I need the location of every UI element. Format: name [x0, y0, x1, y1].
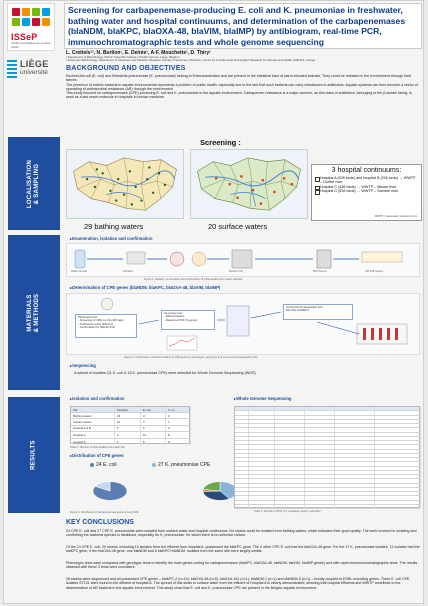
conclusion-p4: 26 strains were sequenced and all possessed CPE genes – blaKPC-2 (n=14), blaOXA-48 (n=9), blaOXA-181 (n=1), blaNDM-1 (n=1) and blaNDM-5 (n=1) – mostly coupled to ESBL-encoding genes. Three E. coli CPE isolates ST131 were found in the effluent of hospital A. The spread of this strain in surface water from the effluent of Hospital A is clearly demonstrated, showing that hospital effluents and WWTP contribute to the dissemination of AR bacteria in the aquatic environment. This study show that E. coli and K. pneumoniae CPE are present in the Belgian aquatic environment. [66, 577, 410, 590]
table-cell [249, 433, 275, 436]
title-box [64, 3, 422, 49]
table-cell [375, 424, 421, 427]
table-cell [275, 437, 305, 440]
hospital-item: Hospital D (539 beds) → WWTP – Sambre river [315, 189, 418, 193]
table-cell [335, 420, 375, 423]
table-header-cell: K. pn. [166, 407, 191, 412]
table-cell [249, 496, 275, 499]
table-cell [335, 424, 375, 427]
table-cell [275, 492, 305, 495]
table-cell [335, 501, 375, 504]
legend-kp [152, 462, 210, 468]
table-cell [375, 496, 421, 499]
surface-water-map [190, 149, 308, 219]
table-cell [305, 424, 335, 427]
table-cell [335, 411, 375, 414]
table-cell [249, 450, 275, 453]
table-cell [335, 437, 375, 440]
table-cell [275, 471, 305, 474]
table-cell [335, 454, 375, 457]
table-cell [235, 484, 249, 487]
table-cell [235, 458, 249, 461]
table-cell [275, 424, 305, 427]
table-cell [275, 488, 305, 491]
table-cell [375, 420, 421, 423]
table-cell [235, 445, 249, 448]
table-cell [305, 445, 335, 448]
enum-heading: ▸ Enumeration, isolation and confirmation [70, 236, 152, 241]
map-wallonia-surface-icon [191, 150, 307, 218]
table-cell [305, 492, 335, 495]
uliege-wordmark: LIÈGE [20, 59, 49, 69]
table-cell: 29 [115, 413, 141, 418]
cpe-heading: ▸ Determination of CPE genes (blaNDM, blaKPC, blaOXA-48, blaVIM, blaIMP) [70, 285, 220, 290]
table-cell: 6 [115, 432, 141, 437]
table-cell [375, 479, 421, 482]
table-row [235, 505, 419, 509]
table-cell [235, 501, 249, 504]
background-text: Escherichia coli (E. coli) and Klebsiella pneumoniae (K. pneumoniae) belong to Enterobacterales and are present in the intestinal tract of warm-blooded animals. They could be released in the environment through their faeces. The presence of enteric bacteria in aquatic environments represents a problem of public health, especially due to the fact that such bacteria can carry resistances to antibiotics. Aquatic systems can then become a vector of spreading of antimicrobial resistance (AR) through the environment. This study focused on carbapenemase (CPE)-producing E. coli and K. pneumoniae in the aquatic environment. Carbapenem resistance is a major concern, as this class of antibiotics, belonging to the β-lactam family, is used as a last resort molecule in hospitals in human medicine. [66, 74, 418, 100]
table-cell [335, 428, 375, 431]
table-cell [235, 505, 249, 508]
table-cell [249, 462, 275, 465]
table-cell [249, 424, 275, 427]
table-cell [249, 445, 275, 448]
table-cell [305, 411, 335, 414]
table-cell [305, 450, 335, 453]
table-cell [375, 441, 421, 444]
cpe-flowchart [66, 293, 420, 355]
table-cell: 6 [115, 426, 141, 431]
table-cell [305, 484, 335, 487]
section-bar-materials [8, 235, 60, 390]
table-cell [275, 441, 305, 444]
table-cell [305, 441, 335, 444]
table-cell: Hospital D [71, 439, 115, 445]
isolation-table [70, 406, 190, 444]
table-cell [375, 458, 421, 461]
table-cell: 6 [115, 439, 141, 445]
isolation-heading: ▸ Isolation and confirmation [70, 396, 124, 401]
table-cell [375, 437, 421, 440]
table-cell [335, 488, 375, 491]
table-cell [275, 462, 305, 465]
legend-label: 24 E. coli [96, 462, 117, 468]
table-cell [375, 488, 421, 491]
hospital-heading: 3 hospital continuums: [331, 167, 402, 174]
table-cell [235, 420, 249, 423]
pie-chart [93, 482, 127, 501]
table-cell [275, 450, 305, 453]
table-cell [235, 454, 249, 457]
table-cell: 10 [141, 432, 166, 437]
table-cell [375, 411, 421, 414]
section-label-materials: MATERIALS & METHODS [27, 293, 40, 332]
table-cell [249, 488, 275, 491]
table-cell [305, 471, 335, 474]
table-cell [375, 475, 421, 478]
section-label-results: RESULTS [30, 440, 37, 470]
table-cell [249, 505, 275, 508]
table-cell [249, 458, 275, 461]
table-cell [305, 454, 335, 457]
table-cell [335, 433, 375, 436]
table-cell [335, 458, 375, 461]
legend-swatch [90, 463, 94, 467]
label-water-sample: Water sample [71, 270, 87, 273]
conclusion-p1: 24 CPE E. coli and 27 CPE K. pneumoniae were isolated from surface water and hospital continuums. No strains could be isolated from bathing waters, which indicates their good quality. The work involved in isolating and confirming the bacterial species is fastidious, especially for K. pneumoniae, for which there is no selective culture. [66, 529, 417, 538]
table-cell [249, 416, 275, 419]
pie-chart [203, 482, 237, 501]
table-cell [375, 428, 421, 431]
immuno-box: Immunochromatographic test : NG-Test CARBA 5 [283, 304, 353, 320]
fig3-caption: Figure 3: Distribution of carbapenemase genes among CPE [70, 511, 139, 514]
table-cell: 6 [141, 426, 166, 431]
table-header-cell: Site [71, 407, 115, 412]
table-cell [305, 433, 335, 436]
table-cell [249, 484, 275, 487]
table-cell [335, 407, 375, 410]
label-maldi: MALDI-TOF [229, 270, 243, 273]
table-cell [305, 416, 335, 419]
pie-slice [203, 482, 220, 491]
table-cell: Bathing waters [71, 413, 115, 418]
table-cell [305, 501, 335, 504]
table-cell: Hospital C [71, 432, 115, 437]
table-cell [305, 462, 335, 465]
table-cell [275, 407, 305, 410]
table-cell: 8 [166, 432, 191, 437]
table-cell [249, 454, 275, 457]
table-cell [235, 433, 249, 436]
table-cell [305, 428, 335, 431]
table-cell [275, 479, 305, 482]
poster-title: Screening for carbapenemase-producing E. coli and K. pneumoniae in freshwater, bathing water and hospital continuums, and determination of the carbapenemases (blaNDM, blaKPC, blaOXA-48, blaVIM, blaIMP) by antibiogram, real-time PCR, immunochromatographic tests and whole genome sequencing [68, 5, 406, 47]
table-cell [235, 411, 249, 414]
table-cell [375, 501, 421, 504]
table-cell [375, 492, 421, 495]
hospital-box [311, 164, 422, 221]
conclusion-p2: Of the 24 CPE E. coli, 20 strains, including 15 isolates from the effluent from hospital A, possessed the blaKPC gene. The 4 other CPE E. coli had the blaOXA-48 gene. For the 27 K. pneumoniae isolates, 11 isolates had the blaKPC gene, 9 the blaOXA-48 gene, one blaNDM and 6 blaKPC+blaNDM. Isolates from the same site were largely similar. [66, 545, 420, 554]
affiliations: ¹ Department of Microbiology, ISSeP, Scientific Institute of Public Service, Liège, Belgium ² Veterinary Bacteriology, Department of Infectious and Parasitic Diseases, Faculty of Veterinary Medicine, Centre for Fundamental and Applied Research for Animals and Health (FARAH), ULiège [66, 55, 316, 63]
issep-mark-icon [12, 8, 50, 30]
hospital-item: Hospital C (436 beds) → WWTP – Meuse river [315, 185, 418, 189]
distribution-heading: ▸ Distribution of CPE genes [70, 453, 124, 458]
table-cell [375, 416, 421, 419]
issep-subtitle: Institut scientifique de service public [11, 41, 51, 49]
table-cell [335, 492, 375, 495]
table-cell: 0 [166, 413, 191, 418]
label-filtration: Filtration [123, 270, 133, 273]
table-cell [335, 441, 375, 444]
table-cell [305, 475, 335, 478]
enum-flowchart [66, 243, 420, 277]
table-cell [235, 496, 249, 499]
table-cell [335, 479, 375, 482]
poster [3, 0, 424, 604]
table-cell [249, 428, 275, 431]
table-cell [335, 484, 375, 487]
table-cell [275, 420, 305, 423]
table-row [71, 439, 189, 445]
issep-wordmark: ISSeP [11, 32, 38, 42]
table-cell [335, 475, 375, 478]
table-cell: 0 [141, 413, 166, 418]
bathing-water-map [66, 149, 184, 219]
table-cell [305, 407, 335, 410]
table-cell [335, 496, 375, 499]
table-cell [235, 428, 249, 431]
table-cell [275, 428, 305, 431]
table-cell: Surface waters [71, 419, 115, 424]
section-bar-localisation [8, 137, 60, 230]
table-cell [335, 471, 375, 474]
table-cell [305, 505, 335, 508]
table-cell [375, 454, 421, 457]
sequencing-heading: ▸ Sequencing [70, 363, 96, 368]
table-cell [335, 445, 375, 448]
bathing-count: 29 bathing waters [84, 222, 144, 231]
table-cell [235, 441, 249, 444]
table-cell [375, 471, 421, 474]
phenotypic-box: Phenotypic test : - Screening of CPE on chromID agar - Antibiogram (disc diffusion) - Confirmation by MALDI-TOF [75, 314, 137, 338]
authors: L. Crettels¹², N. Burlion¹, E. Delrée¹, A-F. Mouchette¹, D. Thiry² [66, 50, 211, 56]
table-cell [305, 437, 335, 440]
table-cell [275, 445, 305, 448]
table-cell [235, 407, 249, 410]
label-api: API 20E Galaxy [365, 270, 384, 273]
conclusion-p3: Phenotypic tests were compared with genotypic tests to identify the main genes coding for carbapenemases (blaKPC, blaOXA-48, blaNDM, blaVIM, blaIMP genes) and with rapid immunochromatographic tests. The results obtained with these 3 tests were consistent. [66, 561, 418, 570]
fig1-caption: Figure 1: Isolation, enumeration and confirmation of CPE-isolates from water samples [144, 278, 243, 281]
table-cell [275, 475, 305, 478]
table-cell [235, 416, 249, 419]
table-cell [235, 471, 249, 474]
fig2-caption: Figure 2: Confirmation and determination of CPE genes by phenotypic, genotypic and immunochromatographic tests [124, 356, 258, 359]
table-cell [249, 471, 275, 474]
surface-count: 20 surface waters [208, 222, 268, 231]
map-wallonia-bathing-icon [67, 150, 183, 218]
conclusions-heading: KEY CONCLUSIONS [66, 519, 134, 526]
table-cell [235, 467, 249, 470]
table-header-cell: Samples [115, 407, 141, 412]
table-cell [305, 488, 335, 491]
table-cell: 20 [115, 419, 141, 424]
table-cell: 8 [141, 439, 166, 445]
table-header-cell: E. coli [141, 407, 166, 412]
table-cell [335, 416, 375, 419]
table-cell [275, 484, 305, 487]
table-cell [235, 475, 249, 478]
table-cell: 0 [141, 419, 166, 424]
table-cell [235, 450, 249, 453]
table-cell [375, 450, 421, 453]
background-heading: BACKGROUND AND OBJECTIVES [66, 65, 186, 72]
table-cell [235, 492, 249, 495]
table-cell [375, 407, 421, 410]
table-cell [335, 467, 375, 470]
table-cell [375, 433, 421, 436]
table-cell [305, 420, 335, 423]
table-cell [375, 462, 421, 465]
table-cell: 1 [166, 419, 191, 424]
cpe-flow-illustrations-icon [67, 294, 420, 355]
table-cell [275, 458, 305, 461]
table-cell [275, 496, 305, 499]
table-cell [275, 454, 305, 457]
label-bd: BD Phoenix [313, 270, 327, 273]
table-cell [249, 475, 275, 478]
table-cell [235, 424, 249, 427]
table-cell [235, 479, 249, 482]
table2-caption: Table 2: Results of WGS (ST, resistance genes, plasmids) [254, 510, 321, 513]
table-cell [375, 505, 421, 508]
table-cell: 9 [166, 426, 191, 431]
wgs-table [234, 406, 420, 508]
screening-label: Screening : [200, 138, 241, 147]
genotypic-box: Genotypic test : - DNA extraction - Real-time PCR (5 genes) [161, 310, 215, 330]
table-cell [275, 501, 305, 504]
uliege-subword: université [20, 69, 48, 76]
section-bar-results [8, 397, 60, 513]
table-cell [275, 505, 305, 508]
section-label-localisation: LOCALISATION & SAMPLING [27, 159, 40, 208]
table-cell [305, 496, 335, 499]
table-cell [275, 433, 305, 436]
uliege-bars-icon [7, 60, 17, 78]
table-cell [249, 467, 275, 470]
table-cell [249, 411, 275, 414]
table-cell [235, 462, 249, 465]
table-cell [249, 492, 275, 495]
table-cell [275, 411, 305, 414]
table-cell [275, 467, 305, 470]
table-cell [335, 505, 375, 508]
table-cell [249, 501, 275, 504]
issep-logo [7, 3, 55, 51]
table-cell [249, 441, 275, 444]
table-cell [375, 467, 421, 470]
table-cell [375, 484, 421, 487]
hospital-item: Hospital A (635 beds) and hospital B (226 beds) → WWTP – Ourthe river [315, 176, 418, 185]
wgs-heading: ▸ Whole Genome Sequencing [234, 396, 291, 401]
wwtp-note: WWTP = wastewater treatment plant [374, 215, 417, 218]
table-cell [249, 437, 275, 440]
table-cell [235, 488, 249, 491]
table-cell [335, 462, 375, 465]
table-cell [235, 437, 249, 440]
legend-ecoli [90, 462, 117, 468]
table-cell [249, 407, 275, 410]
table-cell: 9 [166, 439, 191, 445]
table-cell [335, 450, 375, 453]
table-cell [249, 420, 275, 423]
legend-swatch [152, 463, 156, 467]
uliege-logo [7, 57, 61, 81]
table-cell [375, 445, 421, 448]
table-cell [305, 458, 335, 461]
logo-column [7, 3, 61, 83]
table-cell [305, 467, 335, 470]
legend-label: 27 K. pneumoniae CPE [158, 462, 211, 468]
table1-caption: Table 1: Number of CPE-isolates from each site [70, 446, 125, 449]
table-cell: Hospital A & B [71, 426, 115, 431]
table-cell [275, 416, 305, 419]
table-cell [249, 479, 275, 482]
table-cell [305, 479, 335, 482]
sequencing-text: A subset of isolates (11 E. coli & 15 K. pneumoniae CPE) were selected for Whole Genome Sequencing (WGS) [74, 371, 256, 375]
